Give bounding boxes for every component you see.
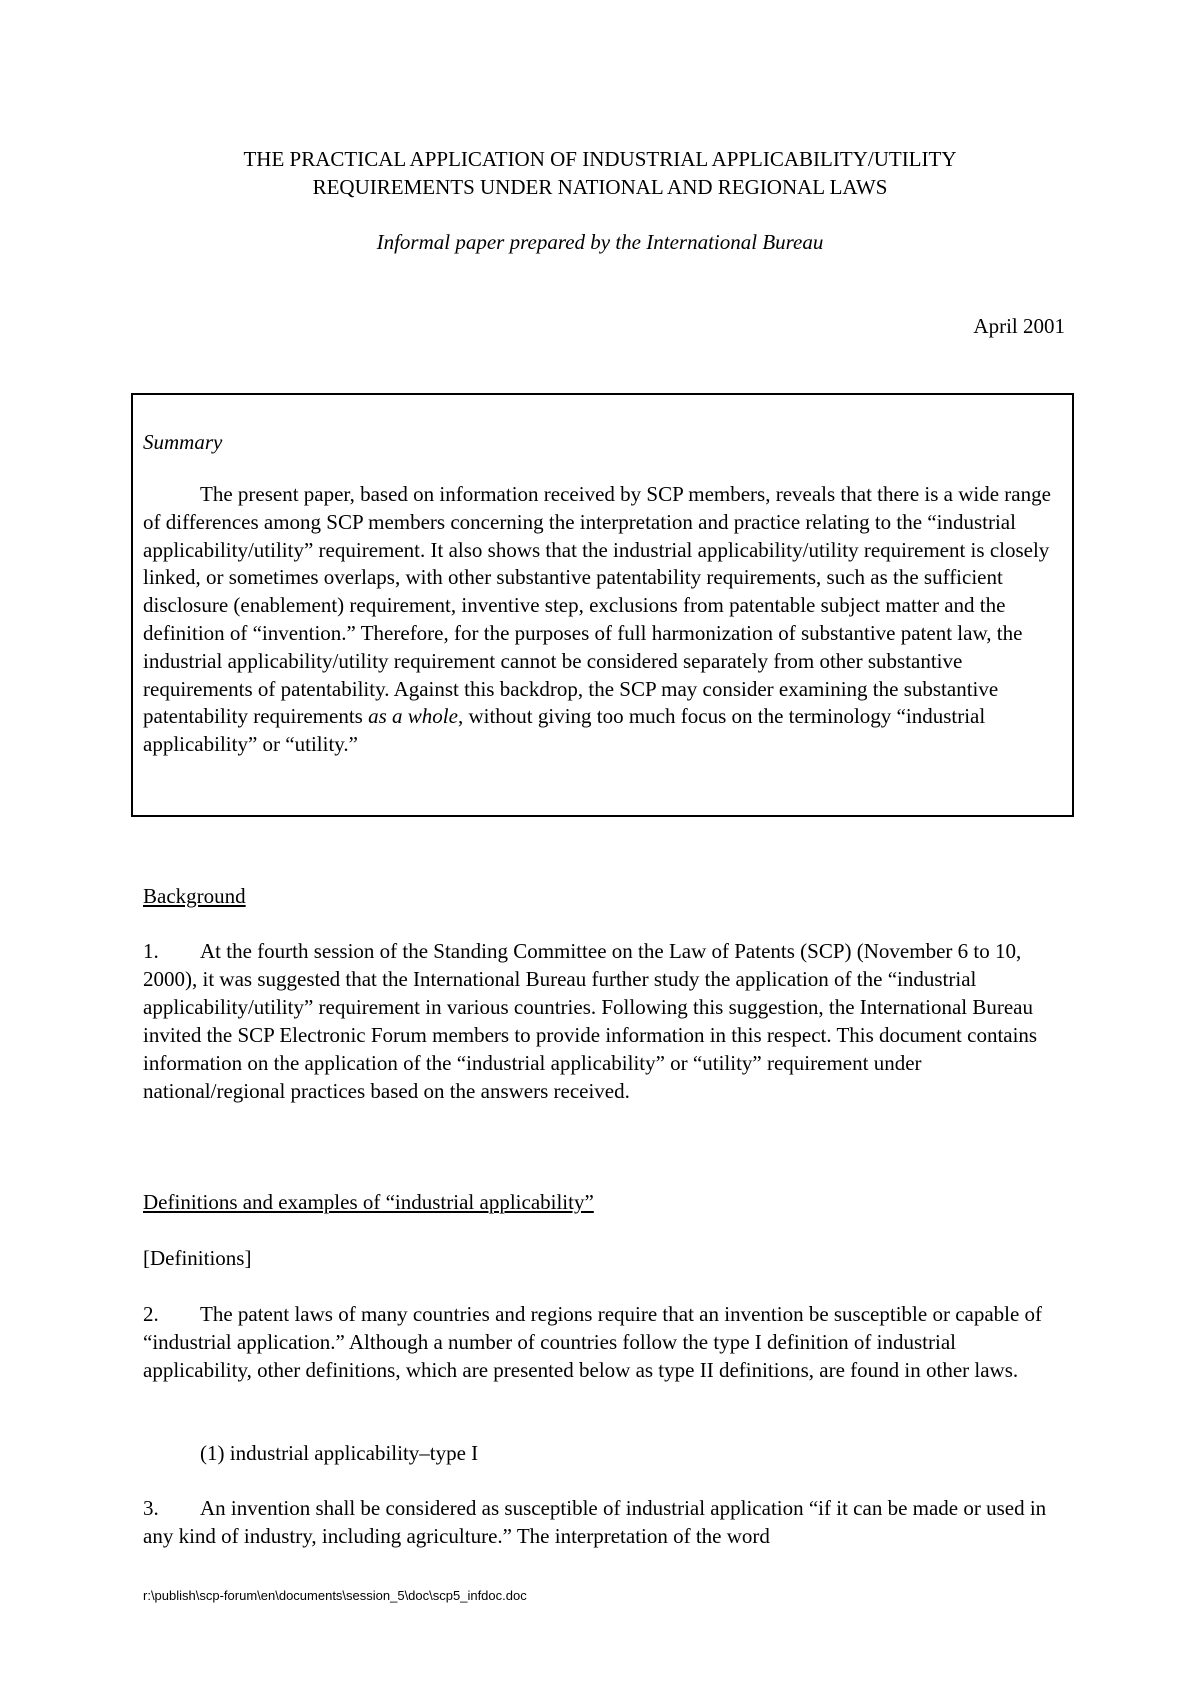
paragraph-3-text: An invention shall be considered as susceptible of industrial application “if it can be made or used in any kind of industry, including agriculture.” The interpretation of the word	[143, 1496, 1047, 1548]
definitions-heading: Definitions and examples of “industrial applicability”	[143, 1190, 594, 1214]
summary-text-part-2: , without giving too much focus on the terminology “industrial applicability” or “utility.”	[143, 704, 986, 757]
file-path-footer: r:\publish\scp-forum\en\documents\session_5\doc\scp5_infdoc.doc	[143, 1588, 527, 1603]
summary-text-italic: as a whole	[368, 704, 458, 729]
type-1-item: (1) industrial applicability–type I	[200, 1441, 479, 1465]
title-line-2: REQUIREMENTS UNDER NATIONAL AND REGIONAL LAWS	[312, 175, 888, 199]
document-title	[0, 145, 1200, 201]
background-heading: Background	[143, 884, 246, 908]
paragraph-3	[143, 1494, 1068, 1550]
paragraph-2	[143, 1300, 1068, 1384]
definitions-subheading: [Definitions]	[143, 1246, 252, 1270]
title-line-1: THE PRACTICAL APPLICATION OF INDUSTRIAL APPLICABILITY/UTILITY	[243, 147, 957, 171]
paragraph-1	[143, 937, 1068, 1105]
paragraph-2-text: The patent laws of many countries and regions require that an invention be susceptible or capable of “industrial application.” Although a number of countries follow the type I definition of industrial applicability, other definitions, which are presented below as type II definitions, are found in other laws.	[143, 1302, 1043, 1382]
paragraph-2-number: 2.	[143, 1302, 159, 1326]
summary-heading: Summary	[143, 430, 223, 454]
document-date: April 2001	[973, 314, 1065, 338]
summary-text	[143, 481, 1068, 759]
paragraph-1-number: 1.	[143, 939, 159, 963]
document-subtitle: Informal paper prepared by the International Bureau	[376, 230, 824, 254]
paragraph-1-text: At the fourth session of the Standing Committee on the Law of Patents (SCP) (November 6 to 10, 2000), it was suggested that the International Bureau further study the application of the “industrial applicability/utility” requirement in various countries. Following this suggestion, the International Bureau invited the SCP Electronic Forum members to provide information in this respect. This document contains information on the application of the “industrial applicability” or “utility” requirement under national/regional practices based on the answers received.	[143, 939, 1038, 1103]
summary-text-part-1: The present paper, based on information received by SCP members, reveals that there is a wide range of differences among SCP members concerning the interpretation and practice relating to the “industrial applicability/utility” requirement. It also shows that the industrial applicability/utility requirement is closely linked, or sometimes overlaps, with other substantive patentability requirements, such as the sufficient disclosure (enablement) requirement, inventive step, exclusions from patentable subject matter and the definition of “invention.” Therefore, for the purposes of full harmonization of substantive patent law, the industrial applicability/utility requirement cannot be considered separately from other substantive requirements of patentability. Against this backdrop, the SCP may consider examining the substantive patentability requirements	[143, 482, 1051, 729]
paragraph-3-number: 3.	[143, 1496, 159, 1520]
